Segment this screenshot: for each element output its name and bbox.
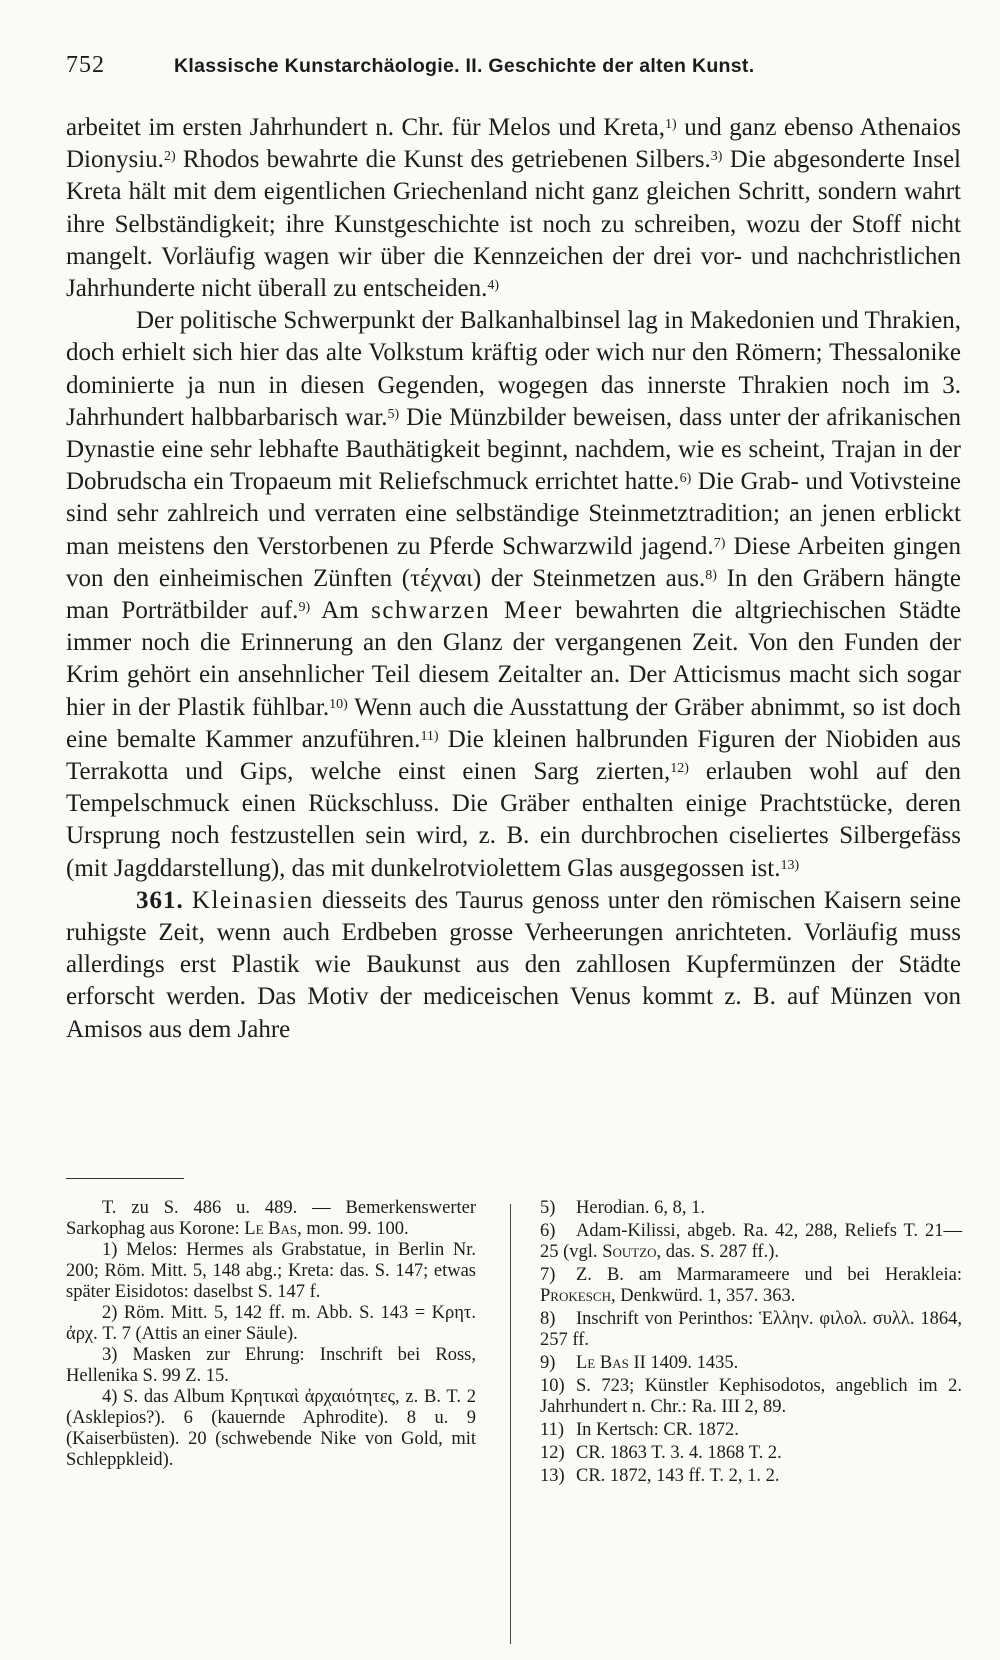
footnote — [66, 1387, 476, 1471]
footnote-number: 8) — [540, 1309, 556, 1329]
text-run: erlauben wohl auf den Tempelschmuck einen Rückschluss. Die Gräber enthalten einige Prachtstücke, deren Ursprung noch festzustellen sein wird, z. B. ein durchbrochen ciseliertes Silbergefäss (mit Jagddarstellung), das mit dunkelrotviolettem Glas ausgegossen ist. — [66, 758, 962, 882]
paragraph-3 — [66, 885, 961, 1046]
footnote — [540, 1198, 962, 1219]
text-run: und ganz ebenso Athenaios Dionysiu. — [66, 114, 961, 174]
text-run: 4) S. das Album Κρητικαὶ ἀρχαιότητες, z. B. T. 2 (Asklepios?). 6 (kauernde Aphrodite). 8 u. 9 (Kaiserbüsten). 20 (schwebende Nike von Gold, mit Schleppkleid). — [66, 1387, 476, 1470]
footnote-marker: 8) — [705, 567, 717, 583]
footnote-marker: 12) — [670, 761, 689, 777]
author-name: Le Bas — [576, 1353, 629, 1373]
author-name: Prokesch — [540, 1286, 611, 1306]
text-run: CR. 1863 T. 3. 4. 1868 T. 2. — [576, 1443, 782, 1463]
text-run: arbeitet im ersten Jahrhundert n. Chr. für Melos und Kreta, — [66, 114, 666, 141]
text-run: diesseits des Taurus genoss unter den römischen Kaisern seine ruhigste Zeit, wenn auch Erdbeben grosse Verheerungen anrichteten. Vorläufig muss allerdings erst Plastik wie Baukunst aus den zahllosen Kupfermünzen der Städte erforscht werden. Das Motiv der mediceischen Venus kommt z. B. auf Münzen von Amisos aus dem Jahre — [66, 886, 962, 1043]
paragraph-2 — [66, 305, 961, 885]
text-run: Rhodos bewahrte die Kunst des getriebenen Silbers. — [175, 146, 711, 174]
text-run: Die abgesonderte Insel Kreta hält mit dem eigentlichen Griechenland nicht ganz gleichen Schritt, sondern wahrt ihre Selbständigkeit; ihre Kunstgeschichte ist noch zu schreiben, wozu der Stoff nicht mangelt. Vorläufig wagen wir über die Kennzeichen der drei vor- und nachchristlichen Jahrhunderte nicht überall zu entscheiden. — [66, 146, 961, 303]
text-run: Der politische Schwerpunkt der Balkanhalbinsel lag in Makedonien und Thrakien, doch erhielt sich hier das alte Volkstum kräftig oder wich nur den Römern; Thessalonike dominierte ja nun in diesen Gegenden, wogegen das innerste Thrakien noch im 3. Jahrhundert halbbarbarisch war. — [66, 307, 961, 431]
text-run: Die kleinen halbrunden Figuren der Niobiden aus Terrakotta und Gips, welche einst einen Sarg zierten, — [66, 725, 961, 786]
text-run: Am — [310, 597, 372, 625]
paragraph-3-text — [66, 887, 961, 1043]
footnote-marker: 1) — [665, 117, 677, 132]
footnote-number: 6) — [540, 1221, 556, 1241]
main-text — [66, 112, 961, 1046]
text-run: 3) Masken zur Ehrung: Inschrift bei Ross, Hellenika S. 99 Z. 15. — [66, 1345, 476, 1386]
text-run: CR. 1872, 143 ff. T. 2, 1. 2. — [576, 1466, 780, 1486]
text-run: In den Gräbern hängte man Porträtbilder auf. — [66, 564, 961, 625]
footnotes-right-column — [540, 1198, 962, 1489]
text-run: Herodian. 6, 8, 1. — [576, 1198, 705, 1218]
footnote-marker: 7) — [713, 535, 726, 551]
text-run: Wenn auch die Ausstattung der Gräber abnimmt, so ist doch eine bemalte Kammer anzuführen. — [66, 693, 961, 753]
footnote-marker: 11) — [420, 728, 439, 744]
text-run: In Kertsch: CR. 1872. — [576, 1420, 739, 1440]
footnote-number: 9) — [540, 1353, 556, 1373]
footnote-marker: 9) — [298, 600, 311, 616]
footnote — [540, 1466, 962, 1487]
footnote-column-divider — [510, 1204, 511, 1644]
footnote — [540, 1265, 962, 1307]
text-run: II 1409. 1435. — [628, 1353, 739, 1373]
footnotes-left-column — [66, 1198, 476, 1471]
author-name: Soutzo — [602, 1242, 657, 1262]
footnote-marker: 4) — [487, 278, 500, 294]
text-run: 1) Melos: Hermes als Grabstatue, in Berlin Nr. 200; Röm. Mitt. 5, 148 abg.; Kreta: das. S. 147; etwas später Eisidotos: daselbst S. 147 f. — [66, 1240, 476, 1302]
footnote-number: 7) — [540, 1265, 556, 1285]
footnote-marker: 3) — [710, 149, 723, 165]
footnote-number: 5) — [540, 1198, 556, 1218]
text-run: Diese Arbeiten gingen von den einheimischen Zünften (τέχναι) der Steinmetzen aus. — [66, 532, 961, 592]
footnote — [66, 1345, 476, 1387]
running-head — [66, 52, 946, 79]
footnote — [540, 1221, 962, 1263]
footnote — [66, 1303, 476, 1345]
text-run: T. zu S. 486 u. 489. — Bemerkenswerter Sarkophag aus Korone: — [66, 1198, 476, 1239]
text-run: Z. B. am Marmarameere und bei Herakleia: — [576, 1265, 962, 1285]
footnote — [66, 1240, 476, 1303]
footnote-marker: 13) — [780, 857, 800, 873]
text-run: Adam-Kilissi, abgeb. Ra. 42, 288, Reliefs T. 21—25 (vgl. — [540, 1221, 962, 1262]
text-run: Inschrift von Perinthos: Ἑλλην. φιλολ. συλλ. 1864, 257 ff. — [540, 1309, 962, 1350]
footnote — [540, 1443, 962, 1464]
text-run — [184, 887, 192, 914]
text-run: , mon. 99. 100. — [297, 1219, 409, 1239]
footnote-number: 13) — [540, 1466, 565, 1486]
text-run: Die Münzbilder beweisen, dass unter der afrikanischen Dynastie eine sehr lebhafte Bauthätigkeit beginnt, nachdem, wie es scheint, Trajan in der Dobrudscha ein Tropaeum mit Reliefschmuck errichtet hatte. — [66, 403, 961, 496]
author-name: Le Bas — [244, 1219, 298, 1239]
footnote — [66, 1198, 476, 1240]
footnote — [540, 1420, 962, 1441]
text-run: bewahrten die altgriechischen Städte immer noch die Erinnerung an den Glanz der vergangenen Zeit. Von den Funden der Krim gehört ein ansehnlicher Teil diesem Zeitalter an. Der Atticismus macht sich sogar hier in der Plastik fühlbar. — [66, 597, 961, 721]
text-run: Die Grab- und Votivsteine sind sehr zahlreich und verraten eine selbständige Steinmetztradition; an jenen erblickt man meistens den Verstorbenen zu Pferde Schwarzwild jagend. — [66, 468, 961, 560]
footnote-marker: 2) — [163, 149, 176, 165]
text-run: 2) Röm. Mitt. 5, 142 ff. m. Abb. S. 143 = Κρητ. ἀρχ. T. 7 (Attis an einer Säule). — [66, 1303, 476, 1344]
footnote-marker: 10) — [329, 696, 348, 712]
footnote-marker: 6) — [679, 471, 692, 487]
footnote — [540, 1376, 962, 1418]
footnote-marker: 5) — [387, 406, 400, 422]
section-number: 361. — [136, 886, 184, 914]
footnote — [540, 1309, 962, 1351]
spaced-emphasis: Kleinasien — [191, 886, 314, 914]
text-run: , das. S. 287 ff.). — [656, 1242, 780, 1262]
footnote — [540, 1353, 962, 1374]
paragraph-1 — [66, 112, 961, 305]
footnote-number: 11) — [540, 1420, 564, 1440]
text-run: , Denkwürd. 1, 357. 363. — [610, 1286, 796, 1306]
footnote-number: 12) — [540, 1443, 565, 1463]
page-number: 752 — [66, 52, 105, 78]
running-title: Klassische Kunstarchäologie. II. Geschichte der alten Kunst. — [174, 55, 755, 77]
spaced-emphasis: schwarzen Meer — [371, 597, 563, 625]
footnote-number: 10) — [540, 1376, 565, 1396]
text-run: S. 723; Künstler Kephisodotos, angeblich im 2. Jahrhundert n. Chr.: Ra. III 2, 89. — [540, 1376, 962, 1417]
footnote-rule — [66, 1178, 184, 1179]
